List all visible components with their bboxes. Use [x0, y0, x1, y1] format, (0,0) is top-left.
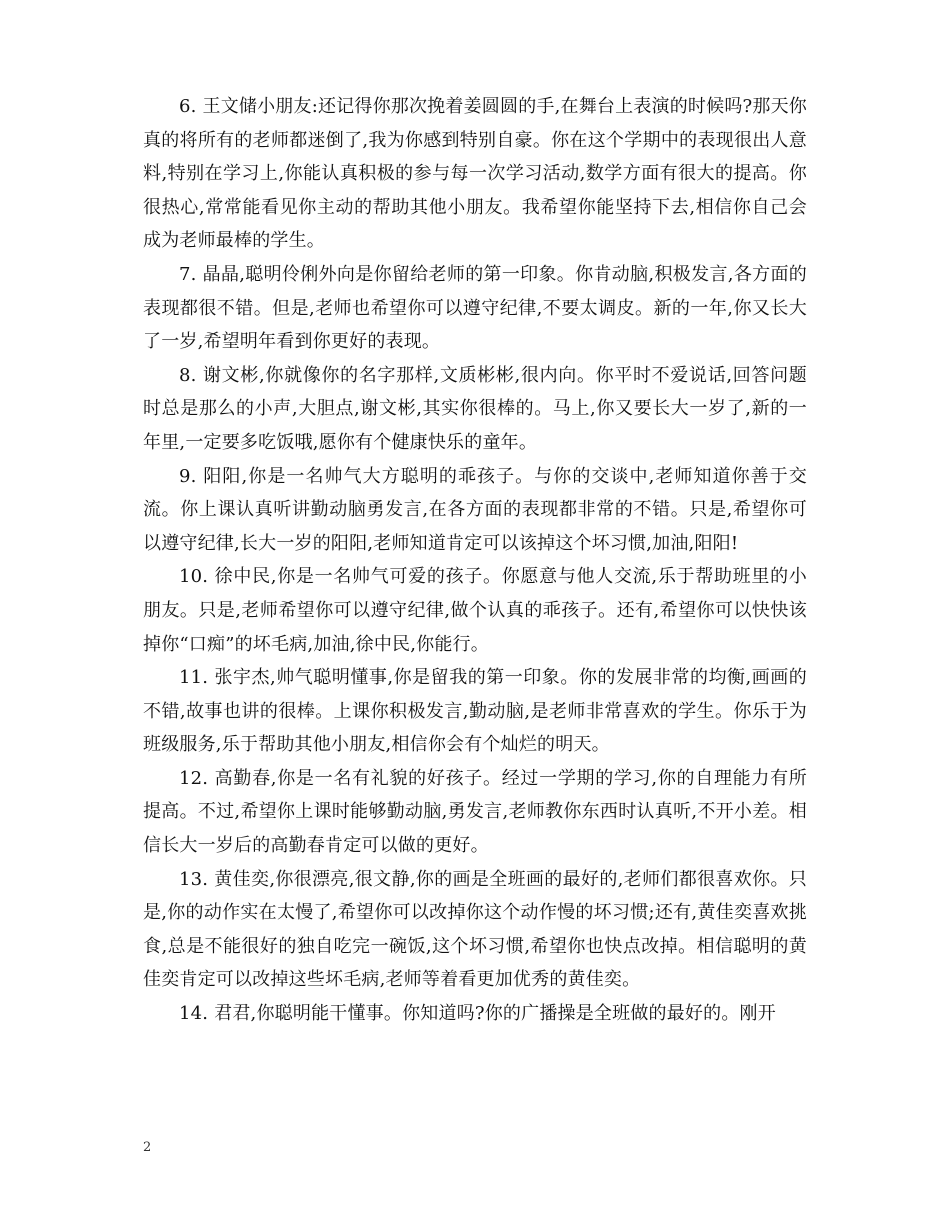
paragraph-7: 7. 晶晶,聪明伶俐外向是你留给老师的第一印象。你肯动脑,积极发言,各方面的表现都很不错。但是,老师也希望你可以遵守纪律,不要太调皮。新的一年,你又长大了一岁,希望明年看到你更好的表现。: [143, 263, 807, 353]
paragraph-13: 13. 黄佳奕,你很漂亮,很文静,你的画是全班画的最好的,老师们都很喜欢你。只是,你的动作实在太慢了,希望你可以改掉你这个动作慢的坏习惯;还有,黄佳奕喜欢挑食,总是不能很好的独自吃完一碗饭,这个坏习惯,希望你也快点改掉。相信聪明的黄佳奕肯定可以改掉这些坏毛病,老师等着看更加优秀的黄佳奕。: [143, 868, 807, 991]
paragraph-14: 14. 君君,你聪明能干懂事。你知道吗?你的广播操是全班做的最好的。刚开: [179, 1003, 776, 1025]
paragraph-10: 10. 徐中民,你是一名帅气可爱的孩子。你愿意与他人交流,乐于帮助班里的小朋友。只是,老师希望你可以遵守纪律,做个认真的乖孩子。还有,希望你可以快快该掉你“口痴”的坏毛病,加油,徐中民,你能行。: [143, 566, 807, 655]
paragraph-12: 12. 高勤春,你是一名有礼貌的好孩子。经过一学期的学习,你的自理能力有所提高。不过,希望你上课时能够勤动脑,勇发言,老师教你东西时认真听,不开小差。相信长大一岁后的高勤春肯定可以做的更好。: [143, 767, 807, 857]
paragraph-8: 8. 谢文彬,你就像你的名字那样,文质彬彬,很内向。你平时不爱说话,回答问题时总是那么的小声,大胆点,谢文彬,其实你很棒的。马上,你又要长大一岁了,新的一年里,一定要多吃饭哦,愿你有个健康快乐的童年。: [143, 364, 807, 453]
paragraph-6: 6. 王文储小朋友:还记得你那次挽着姜圆圆的手,在舞台上表演的时候吗?那天你真的将所有的老师都迷倒了,我为你感到特别自豪。你在这个学期中的表现很出人意料,特别在学习上,你能认真积极的参与每一次学习活动,数学方面有很大的提高。你很热心,常常能看见你主动的帮助其他小朋友。我希望你能坚持下去,相信你自己会成为老师最棒的学生。: [143, 96, 807, 252]
page-number: 2: [143, 1140, 152, 1155]
paragraph-11: 11. 张宇杰,帅气聪明懂事,你是留我的第一印象。你的发展非常的均衡,画画的不错,故事也讲的很棒。上课你积极发言,勤动脑,是老师非常喜欢的学生。你乐于为班级服务,乐于帮助其他小朋友,相信你会有个灿烂的明天。: [143, 667, 807, 756]
document-body: [143, 90, 807, 1031]
paragraph-9: 9. 阳阳,你是一名帅气大方聪明的乖孩子。与你的交谈中,老师知道你善于交流。你上课认真听讲勤动脑勇发言,在各方面的表现都非常的不错。只是,希望你可以遵守纪律,长大一岁的阳阳,老师知道肯定可以该掉这个坏习惯,加油,阳阳!: [143, 465, 807, 554]
